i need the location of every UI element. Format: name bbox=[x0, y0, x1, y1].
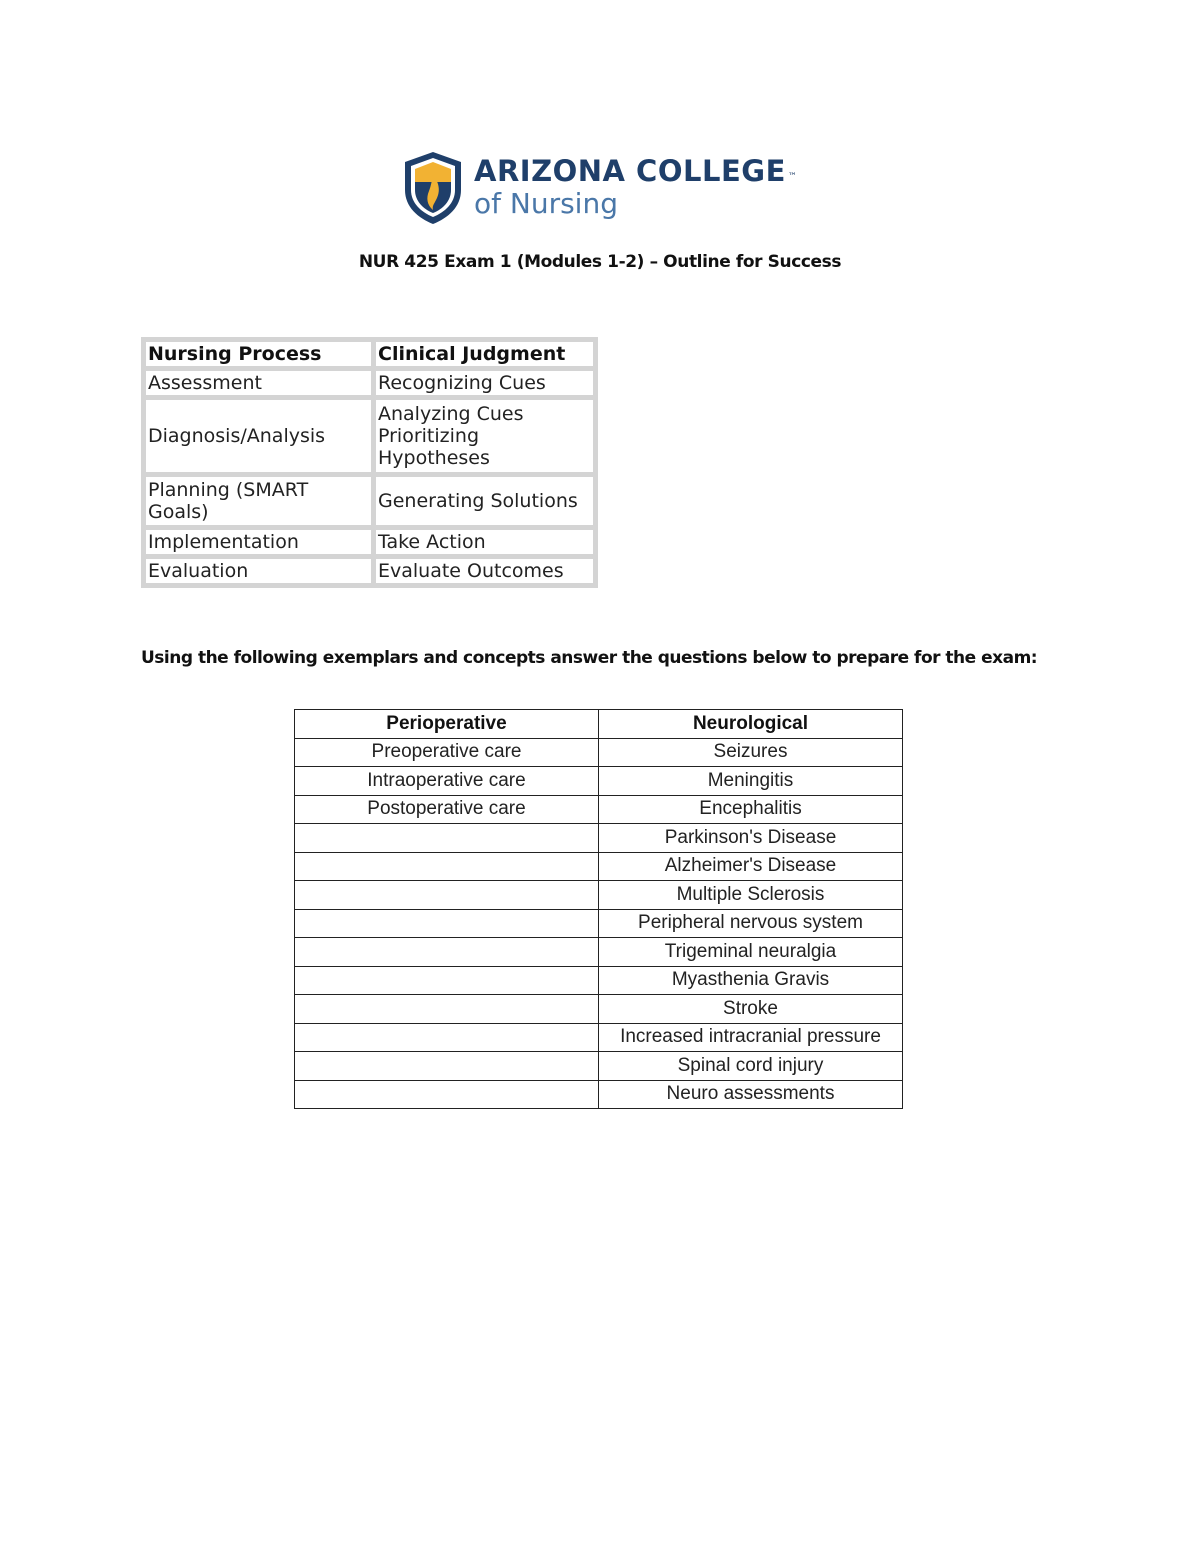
table-row bbox=[295, 1023, 903, 1052]
neurological-cell: Stroke bbox=[599, 995, 903, 1024]
header-perioperative: Perioperative bbox=[295, 710, 599, 739]
neurological-cell: Spinal cord injury bbox=[599, 1052, 903, 1081]
trademark-symbol: ™ bbox=[787, 172, 798, 182]
table-row bbox=[295, 881, 903, 910]
instructions-text: Using the following exemplars and concepts answer the questions below to prepare for the exam: bbox=[141, 648, 1038, 668]
perioperative-cell bbox=[295, 1052, 599, 1081]
table-row bbox=[146, 400, 593, 472]
perioperative-cell bbox=[295, 1080, 599, 1109]
table-row bbox=[295, 995, 903, 1024]
table-row bbox=[295, 767, 903, 796]
perioperative-cell bbox=[295, 1023, 599, 1052]
header-clinical-judgment: Clinical Judgment bbox=[376, 342, 593, 366]
neurological-cell: Multiple Sclerosis bbox=[599, 881, 903, 910]
neurological-cell: Meningitis bbox=[599, 767, 903, 796]
table-row bbox=[295, 1052, 903, 1081]
header-nursing-process: Nursing Process bbox=[146, 342, 371, 366]
header-neurological: Neurological bbox=[599, 710, 903, 739]
neurological-cell: Alzheimer's Disease bbox=[599, 852, 903, 881]
neurological-cell: Parkinson's Disease bbox=[599, 824, 903, 853]
perioperative-cell: Intraoperative care bbox=[295, 767, 599, 796]
nursing-process-table bbox=[141, 337, 598, 588]
perioperative-cell: Preoperative care bbox=[295, 738, 599, 767]
table-row bbox=[146, 371, 593, 395]
table-header-row bbox=[295, 710, 903, 739]
table-row bbox=[295, 938, 903, 967]
perioperative-cell bbox=[295, 995, 599, 1024]
clinical-judgment-cell: Evaluate Outcomes bbox=[376, 559, 593, 583]
nursing-process-cell: Assessment bbox=[146, 371, 371, 395]
table-row bbox=[146, 559, 593, 583]
table-row bbox=[295, 824, 903, 853]
table-row bbox=[295, 795, 903, 824]
perioperative-cell bbox=[295, 852, 599, 881]
table-row bbox=[295, 966, 903, 995]
perioperative-cell bbox=[295, 909, 599, 938]
clinical-judgment-cell: Recognizing Cues bbox=[376, 371, 593, 395]
perioperative-cell bbox=[295, 938, 599, 967]
table-row bbox=[146, 530, 593, 554]
clinical-judgment-cell: Generating Solutions bbox=[376, 477, 593, 525]
college-logo bbox=[402, 150, 802, 230]
perioperative-cell bbox=[295, 966, 599, 995]
nursing-process-cell: Evaluation bbox=[146, 559, 371, 583]
perioperative-cell: Postoperative care bbox=[295, 795, 599, 824]
neurological-cell: Encephalitis bbox=[599, 795, 903, 824]
exemplar-table bbox=[294, 709, 903, 1109]
logo-name-line1: ARIZONA COLLEGE bbox=[474, 154, 786, 188]
table-row bbox=[295, 1080, 903, 1109]
nursing-process-cell: Implementation bbox=[146, 530, 371, 554]
perioperative-cell bbox=[295, 881, 599, 910]
neurological-cell: Peripheral nervous system bbox=[599, 909, 903, 938]
table-row bbox=[146, 477, 593, 525]
clinical-judgment-cell: Take Action bbox=[376, 530, 593, 554]
neurological-cell: Neuro assessments bbox=[599, 1080, 903, 1109]
logo-name-line2: of Nursing bbox=[474, 187, 618, 220]
page-title: NUR 425 Exam 1 (Modules 1-2) – Outline for Success bbox=[358, 252, 842, 272]
table-row bbox=[295, 738, 903, 767]
neurological-cell: Seizures bbox=[599, 738, 903, 767]
neurological-cell: Increased intracranial pressure bbox=[599, 1023, 903, 1052]
neurological-cell: Trigeminal neuralgia bbox=[599, 938, 903, 967]
clinical-judgment-cell: Analyzing Cues Prioritizing Hypotheses bbox=[376, 400, 593, 472]
flame-shield-icon bbox=[402, 150, 464, 226]
perioperative-cell bbox=[295, 824, 599, 853]
nursing-process-cell: Planning (SMART Goals) bbox=[146, 477, 371, 525]
table-row bbox=[295, 909, 903, 938]
nursing-process-cell: Diagnosis/Analysis bbox=[146, 400, 371, 472]
table-row bbox=[295, 852, 903, 881]
table-header-row bbox=[146, 342, 593, 366]
neurological-cell: Myasthenia Gravis bbox=[599, 966, 903, 995]
